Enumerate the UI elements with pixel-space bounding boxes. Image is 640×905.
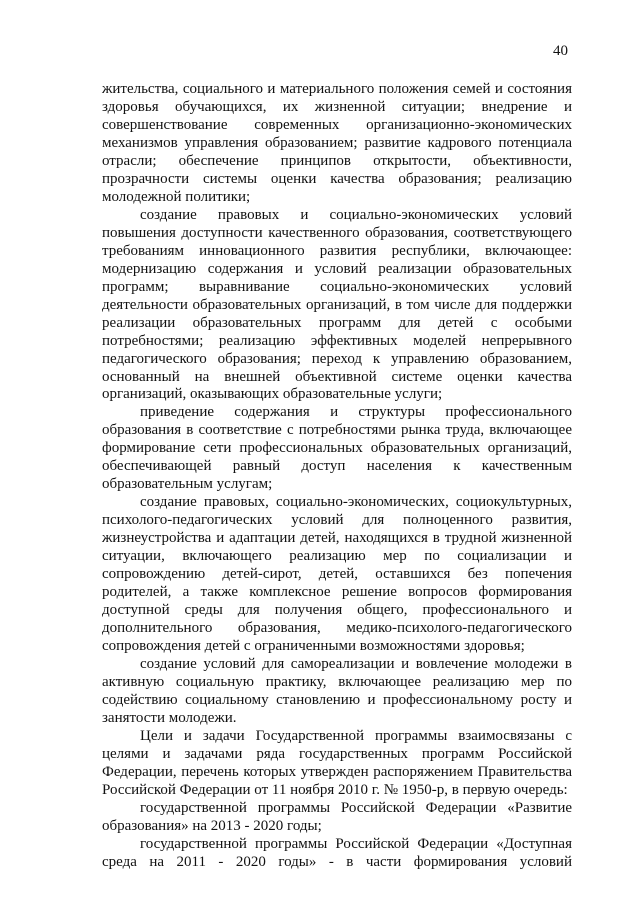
paragraph: создание правовых и социально-экономических условий повышения доступности качественного образования, соответствующего требованиям инновационного развития республики, включающее: модернизацию содержания и условий реализации образовательных программ; выравнивание социально-экономических условий деятельности образовательных организаций, в том числе для поддержки реализации образовательных программ для детей с особыми потребностями; реализацию эффективных моделей непрерывного педагогического образования; переход к управлению образованием, основанный на внешней объективной системе оценки качества организаций, оказывающих образовательные услуги; (102, 206, 572, 403)
paragraph: Цели и задачи Государственной программы взаимосвязаны с целями и задачами ряда государственных программ Российской Федерации, перечень которых утвержден распоряжением Правительства Российской Федерации от 11 ноября 2010 г. № 1950-р, в первую очередь: (102, 727, 572, 798)
paragraph: государственной программы Российской Федерации «Доступная среда на 2011 - 2020 годы» - в части формирования условий (102, 835, 572, 870)
paragraph: создание правовых, социально-экономических, социокультурных, психолого-педагогических условий для полноценного развития, жизнеустройства и адаптации детей, находящихся в трудной жизненной ситуации, включающего реализацию мер по социализации и сопровождению детей-сирот, детей, оставшихся без попечения родителей, а также комплексное решение вопросов формирования доступной среды для получения общего, профессионального и дополнительного образования, медико-психолого-педагогического сопровождения детей с ограниченными возможностями здоровья; (102, 494, 572, 655)
document-body (102, 81, 572, 872)
page-number: 40 (553, 43, 568, 59)
paragraph: приведение содержания и структуры профессионального образования в соответствие с потребностями рынка труда, включающее формирование сети профессиональных образовательных организаций, обеспечивающей равный доступ населения к качественным образовательным услугам; (102, 404, 572, 493)
paragraph: создание условий для самореализации и вовлечение молодежи в активную социальную практику, включающее реализацию мер по содействию социальному становлению и профессиональному росту и занятости молодежи. (102, 656, 572, 726)
paragraph: государственной программы Российской Федерации «Развитие образования» на 2013 - 2020 годы; (102, 799, 572, 834)
paragraph-continued: жительства, социального и материального положения семей и состояния здоровья обучающихся, их жизненной ситуации; внедрение и совершенствование современных организационно-экономических механизмов управления образованием; развитие кадрового потенциала отрасли; обеспечение принципов открытости, объективности, прозрачности системы оценки качества образования; реализацию молодежной политики; (102, 81, 572, 205)
